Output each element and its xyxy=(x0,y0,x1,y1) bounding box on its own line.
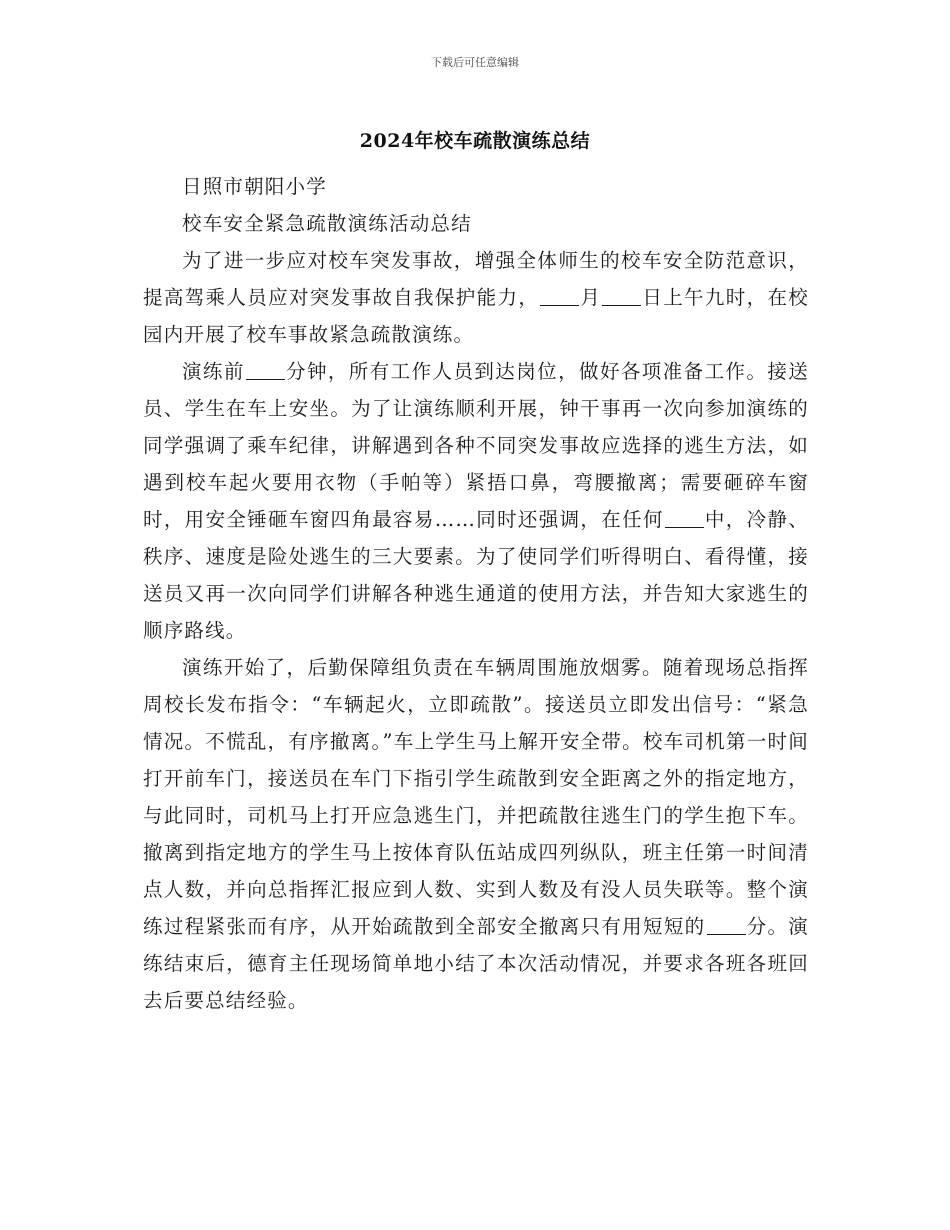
fill-blank xyxy=(246,360,285,381)
document-body xyxy=(143,168,809,1019)
paragraph-1-text-c: 日上午九时，在校园内开展了校车事故紧急疏散演练。 xyxy=(143,286,809,346)
subtitle-line xyxy=(143,205,809,242)
paragraph-2-text-b: 分钟，所有工作人员到达岗位，做好各项准备工作。接送员、学生在车上安坐。为了让演练顺利开展，钟干事再一次向参加演练的同学强调了乘车纪律，讲解遇到各种不同突发事故应选择的逃生方法，如遇到校车起火要用衣物（手帕等）紧捂口鼻，弯腰撤离；需要砸碎车窗时，用安全锤砸车窗四角最容易……同时还强调，在任何 xyxy=(143,360,809,531)
paragraph-3 xyxy=(143,649,809,1019)
school-name: 日照市朝阳小学 xyxy=(182,175,327,198)
paragraph-1 xyxy=(143,242,809,353)
paragraph-2-text-a: 演练前 xyxy=(182,360,245,383)
page-header-note: 下载后可任意编辑 xyxy=(431,56,519,69)
paragraph-1-text-b: 月 xyxy=(580,286,602,309)
paragraph-1-text-a: 为了进一步应对校车突发事故，增强全体师生的校车安全防范意识，提高驾乘人员应对突发事故自我保护能力， xyxy=(143,249,809,309)
document-subtitle: 校车安全紧急疏散演练活动总结 xyxy=(182,212,472,235)
fill-blank xyxy=(540,286,579,307)
paragraph-2-text-c: 中，冷静、秩序、速度是险处逃生的三大要素。为了使同学们听得明白、看得懂，接送员又再一次向同学们讲解各种逃生通道的使用方法，并告知大家逃生的顺序路线。 xyxy=(143,508,809,642)
document-title: 2024年校车疏散演练总结 xyxy=(359,130,591,152)
paragraph-2 xyxy=(143,353,809,649)
fill-blank xyxy=(707,915,746,936)
school-name-line xyxy=(143,168,809,205)
fill-blank xyxy=(602,286,641,307)
fill-blank xyxy=(665,508,704,529)
paragraph-3-text-a: 演练开始了，后勤保障组负责在车辆周围施放烟雾。随着现场总指挥周校长发布指令：“车辆起火，立即疏散”。接送员立即发出信号：“紧急情况。不慌乱，有序撤离。”车上学生马上解开安全带。校车司机第一时间打开前车门，接送员在车门下指引学生疏散到安全距离之外的指定地方，与此同时，司机马上打开应急逃生门，并把疏散往逃生门的学生抱下车。撤离到指定地方的学生马上按体育队伍站成四列纵队，班主任第一时间清点人数，并向总指挥汇报应到人数、实到人数及有没人员失联等。整个演练过程紧张而有序，从开始疏散到全部安全撤离只有用短短的 xyxy=(143,656,809,938)
paragraph-3-text-b: 分。演练结束后，德育主任现场简单地小结了本次活动情况，并要求各班各班回去后要总结经验。 xyxy=(143,915,809,1012)
